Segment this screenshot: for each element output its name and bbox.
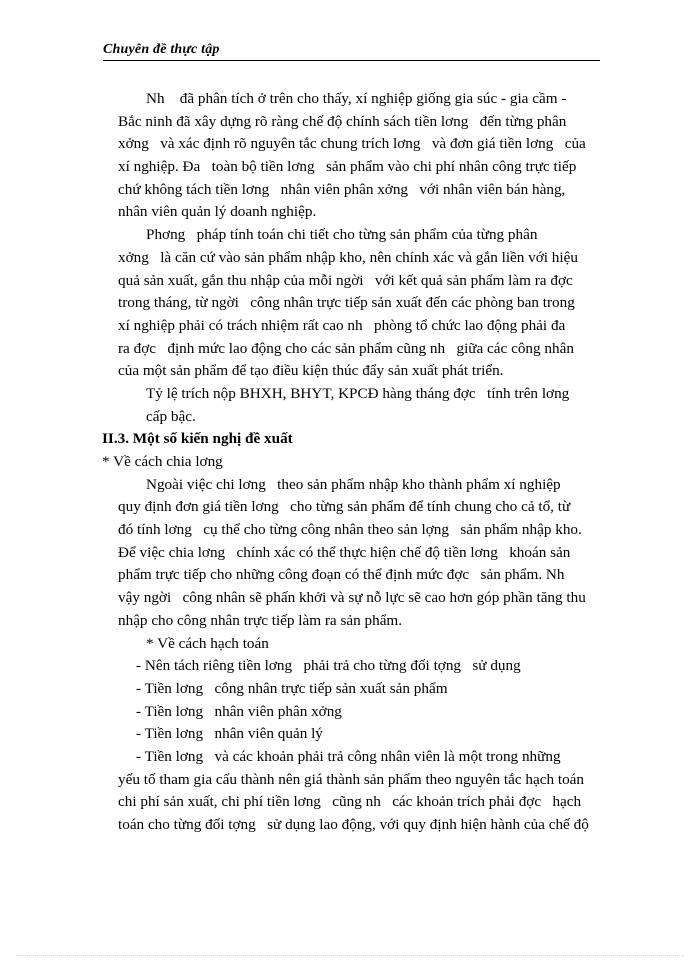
page-bottom-divider bbox=[16, 955, 684, 956]
header-title: Chuyên đề thực tập bbox=[103, 42, 220, 57]
text-line: Để việc chia lơng chính xác có thể thực hiện chế độ tiền lơng khoán sản bbox=[118, 543, 571, 561]
subheading: * Về cách hạch toán bbox=[146, 634, 269, 652]
text-line: xởng là căn cứ vào sản phẩm nhập kho, nên chính xác và gắn liền với hiệu bbox=[118, 248, 578, 266]
text-line: quy định đơn giá tiền lơng cho từng sản phẩm để tính chung cho cả tổ, từ bbox=[118, 498, 571, 516]
text-line: quả sản xuất, gắn thu nhập của mỗi ngời với kết quả sản phẩm làm ra đợc bbox=[118, 271, 573, 289]
text-line: Phơng pháp tính toán chi tiết cho từng sản phẩm của từng phân bbox=[146, 226, 538, 244]
text-line: ra đợc định mức lao động cho các sản phẩm cũng nh giữa các công nhân bbox=[118, 339, 574, 357]
list-item: - Tiền lơng nhân viên phân xởng bbox=[136, 702, 342, 720]
text-line: xí nghiệp. Đa toàn bộ tiền lơng sản phẩm vào chi phí nhân công trực tiếp bbox=[118, 158, 577, 176]
text-line: cấp bậc. bbox=[146, 407, 196, 425]
list-item: - Tiền lơng công nhân trực tiếp sản xuất sản phẩm bbox=[136, 679, 448, 697]
list-item: - Nên tách riêng tiền lơng phải trả cho từng đối tợng sử dụng bbox=[136, 657, 521, 675]
text-line: chứ không tách tiền lơng nhân viên phân xởng với nhân viên bán hàng, bbox=[118, 180, 566, 198]
text-line: toán cho từng đối tợng sử dụng lao động, với quy định hiện hành của chế độ bbox=[118, 816, 589, 833]
text-line: xí nghiệp phải có trách nhiệm rất cao nh phòng tổ chức lao động phải đa bbox=[118, 316, 566, 334]
text-line: trong tháng, từ ngời công nhân trực tiếp sản xuất đến các phòng ban trong bbox=[118, 294, 575, 312]
text-line: nhân viên quản lý doanh nghiệp. bbox=[118, 203, 317, 221]
text-line: chi phí sản xuất, chi phí tiền lơng cũng nh các khoản trích phải đợc hạch bbox=[118, 793, 582, 811]
text-line: Nh đã phân tích ở trên cho thấy, xí nghiệp giống gia súc - gia cầm - bbox=[146, 90, 567, 107]
text-line: của một sản phẩm để tạo điều kiện thúc đẩy sản xuất phát triển. bbox=[118, 362, 504, 380]
text-line: Tỷ lệ trích nộp BHXH, BHYT, KPCĐ hàng tháng đợc tính trên lơng bbox=[146, 384, 570, 402]
text-line: yếu tố tham gia cấu thành nên giá thành sản phẩm theo nguyên tắc hạch toán bbox=[118, 770, 585, 788]
section-heading: II.3. Một số kiến nghị đề xuất bbox=[102, 430, 293, 448]
text-line: - Tiền lơng và các khoản phải trả công nhân viên là một trong những bbox=[136, 747, 561, 765]
text-line: xởng và xác định rõ nguyên tắc chung trích lơng và đơn giá tiền lơng của bbox=[118, 135, 586, 153]
text-line: Ngoài việc chi lơng theo sản phẩm nhập kho thành phẩm xí nghiệp bbox=[146, 475, 561, 493]
document-body bbox=[102, 88, 600, 837]
page-header bbox=[103, 38, 600, 61]
subheading: * Về cách chia lơng bbox=[102, 453, 223, 470]
text-line: phẩm trực tiếp cho những công đoạn có thể định mức đợc sản phẩm. Nh bbox=[118, 566, 565, 584]
text-line: vậy ngời công nhân sẽ phấn khởi và sự nỗ lực sẽ cao hơn góp phần tăng thu bbox=[118, 589, 586, 607]
list-item: - Tiền lơng nhân viên quản lý bbox=[136, 725, 323, 743]
text-line: Bắc ninh đã xây dựng rõ ràng chế độ chính sách tiền lơng đến từng phân bbox=[118, 112, 567, 130]
text-line: đó tính lơng cụ thể cho từng công nhân theo sản lợng sản phẩm nhập kho. bbox=[118, 521, 582, 539]
text-line: nhập cho công nhân trực tiếp làm ra sản phẩm. bbox=[118, 611, 403, 629]
